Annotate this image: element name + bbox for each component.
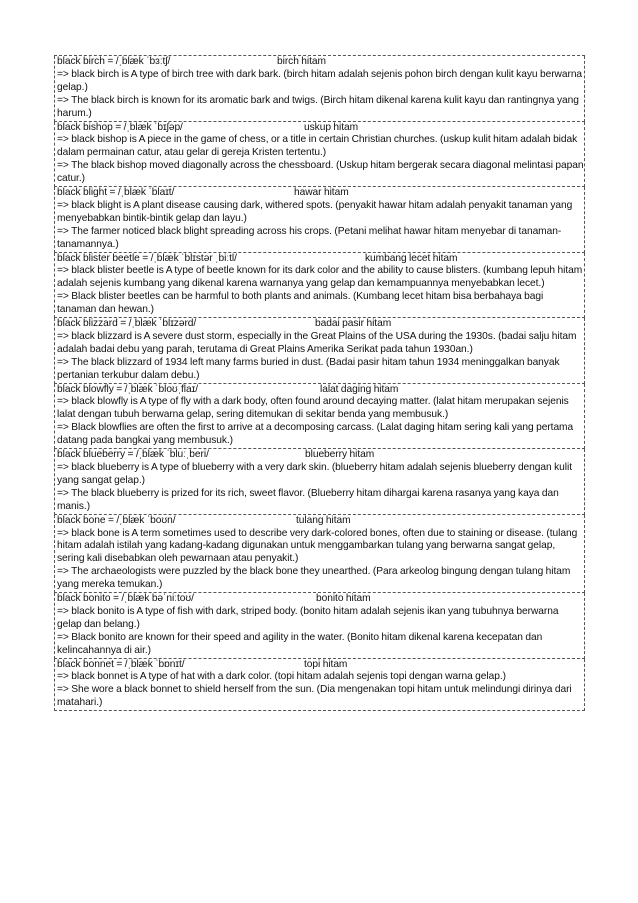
term-translation: tulang hitam [296, 514, 351, 526]
term-translation: badai pasir hitam [315, 318, 392, 330]
term-pronunciation: black blowfly = /ˌblæk ˈbloʊˌflaɪ/ [57, 383, 198, 395]
entry-header [57, 515, 584, 528]
example-sentence: => The black blueberry is prized for its rich, sweet flavor. (Blueberry hitam dihargai karena rasanya yang kaya dan manis.) [57, 487, 559, 512]
definition-text: => black blister beetle is A type of beetle known for its dark color and the ability to cause blisters. (kumbang lepuh hitam adalah sejenis kumbang yang dikenal karena warnanya yang gelap dan kemampuannya menyebabkan lecet.) [57, 265, 583, 290]
example-sentence: => Black blister beetles can be harmful to both plants and animals. (Kumbang lecet hitam bisa berbahaya bagi tanaman dan hewan.) [57, 291, 544, 316]
entry-header [57, 659, 584, 672]
vocabulary-list [54, 55, 585, 711]
definition-text: => black blowfly is A type of fly with a dark body, often found around decaying matter. (lalat hitam merupakan sejenis lalat dengan tubuh berwarna gelap, sering ditemukan di sekitar benda yang membusuk.) [57, 396, 569, 421]
vocab-entry [54, 515, 585, 593]
term-pronunciation: black birch = /ˌblæk ˈbɜːtʃ/ [57, 56, 171, 67]
entry-header [57, 253, 584, 266]
example-sentence: => Black blowflies are often the first to arrive at a decomposing carcass. (Lalat daging hitam sering kali yang pertama datang pada bangkai yang membusuk.) [57, 422, 574, 447]
example-sentence: => The archaeologists were puzzled by the black bone they unearthed. (Para arkeolog bingung dengan tulang hitam yang mereka temukan.) [57, 566, 571, 591]
definition-text: => black bishop is A piece in the game of chess, or a title in certain Christian churches. (uskup kulit hitam adalah bidak dalam permainan catur, atau gelar di gereja Kristen tertentu.) [57, 134, 578, 159]
vocab-entry [54, 253, 585, 319]
term-translation: blueberry hitam [305, 449, 375, 461]
term-translation: kumbang lecet hitam [365, 252, 458, 264]
term-pronunciation: black blizzard = /ˌblæk ˈblɪzərd/ [57, 318, 197, 330]
term-pronunciation: black blueberry = /ˌblæk ˈbluːˌberi/ [57, 449, 209, 461]
vocab-entry [54, 384, 585, 450]
vocab-entry [54, 187, 585, 253]
entry-header [57, 56, 584, 69]
term-pronunciation: black bone = /ˌblæk ˈboʊn/ [57, 514, 176, 526]
example-sentence: => She wore a black bonnet to shield herself from the sun. (Dia mengenakan topi hitam untuk melindungi dirinya dari matahari.) [57, 684, 572, 709]
vocab-entry [54, 122, 585, 188]
term-translation: lalat daging hitam [320, 383, 399, 395]
term-translation: uskup hitam [304, 121, 359, 133]
term-pronunciation: black bonito = /ˌblæk bəˈniːtoʊ/ [57, 593, 194, 605]
entry-header [57, 593, 584, 606]
term-pronunciation: black bonnet = /ˌblæk ˈbɒnɪt/ [57, 658, 185, 670]
term-translation: hawar hitam [294, 187, 349, 199]
vocab-entry [54, 593, 585, 659]
definition-text: => black birch is A type of birch tree with dark bark. (birch hitam adalah sejenis pohon birch dengan kulit kayu berwarna gelap.) [57, 68, 583, 93]
example-sentence: => The black bishop moved diagonally across the chessboard. (Uskup hitam bergerak secara diagonal melintasi papan catur.) [57, 160, 584, 185]
vocab-entry [54, 449, 585, 515]
example-sentence: => The black birch is known for its aromatic bark and twigs. (Birch hitam dikenal karena kulit kayu dan rantingnya yang harum.) [57, 94, 579, 119]
term-translation: topi hitam [304, 658, 348, 670]
example-sentence: => The black blizzard of 1934 left many farms buried in dust. (Badai pasir hitam tahun 1934 meninggalkan banyak pertanian terkubur dalam debu.) [57, 356, 560, 381]
example-sentence: => The farmer noticed black blight spreading across his crops. (Petani melihat hawar hitam menyebar di tanaman-tanamannya.) [57, 225, 562, 250]
entry-header [57, 449, 584, 462]
entry-header [57, 384, 584, 397]
entry-header [57, 187, 584, 200]
term-pronunciation: black blight = /ˌblæk ˈblaɪt/ [57, 187, 175, 199]
vocab-entry [54, 56, 585, 122]
definition-text: => black blueberry is A type of blueberry with a very dark skin. (blueberry hitam adalah sejenis blueberry dengan kulit yang sangat gelap.) [57, 461, 572, 486]
example-sentence: => Black bonito are known for their speed and agility in the water. (Bonito hitam dikenal karena kecepatan dan kelincahannya di air.) [57, 631, 543, 656]
term-translation: bonito hitam [316, 593, 371, 605]
vocab-entry [54, 659, 585, 712]
definition-text: => black bone is A term sometimes used to describe very dark-colored bones, often due to staining or disease. (tulang hitam adalah istilah yang kadang-kadang digunakan untuk menggambarkan tulang yang berwarna sangat gelap, sering kali disebabkan oleh pewarnaan atau penyakit.) [57, 527, 578, 565]
definition-text: => black bonito is A type of fish with dark, striped body. (bonito hitam adalah sejenis ikan yang tubuhnya berwarna gelap dan belang.) [57, 605, 559, 630]
term-pronunciation: black bishop = /ˌblæk ˈbɪʃəp/ [57, 121, 183, 133]
entry-header [57, 122, 584, 135]
vocab-entry [54, 318, 585, 384]
definition-text: => black bonnet is A type of hat with a dark color. (topi hitam adalah sejenis topi dengan warna gelap.) [57, 671, 506, 683]
entry-header [57, 318, 584, 331]
term-translation: birch hitam [277, 56, 326, 67]
definition-text: => black blizzard is A severe dust storm, especially in the Great Plains of the USA during the 1930s. (badai salju hitam adalah badai debu yang parah, terutama di Great Plains Amerika Serikat pada tahun 1930an.) [57, 330, 577, 355]
term-pronunciation: black blister beetle = /ˌblæk ˈblɪstər ˌbiːtl/ [57, 252, 237, 264]
definition-text: => black blight is A plant disease causing dark, withered spots. (penyakit hawar hitam adalah penyakit tanaman yang menyebabkan bintik-bintik gelap dan layu.) [57, 199, 573, 224]
